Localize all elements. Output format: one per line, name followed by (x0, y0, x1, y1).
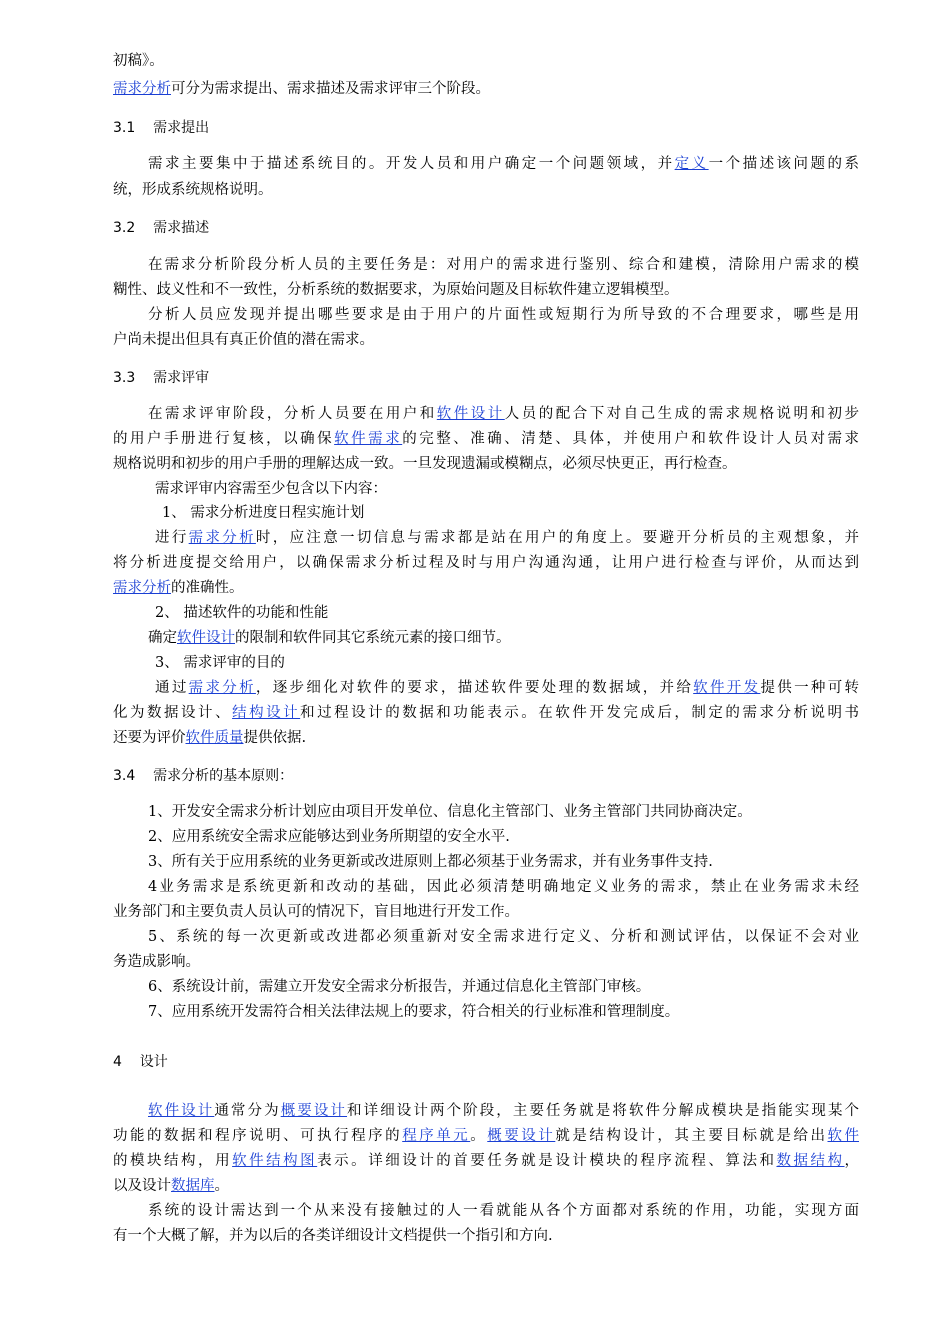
list-item: 6、系统设计前，需建立开发安全需求分析报告，并通过信息化主管部门审核。 (148, 979, 651, 995)
text-line: 以及设计数据库。 (113, 1178, 229, 1194)
list-item: 2、 描述软件的功能和性能 (155, 605, 329, 621)
section-heading-4: 4 设计 (113, 1054, 168, 1070)
text-line: 确定软件设计的限制和软件同其它系统元素的接口细节。 (148, 630, 511, 646)
list-item: 1、 需求分析进度日程实施计划 (162, 505, 365, 521)
list-item: 1、开发安全需求分析计划应由项目开发单位、信息化主管部门、业务主管部门共同协商决定。 (148, 804, 752, 820)
link-software-design[interactable]: 软件设计 (148, 1103, 215, 1119)
section-heading-3-4: 3.4 需求分析的基本原则： (113, 768, 294, 784)
text-line: 在需求评审阶段，分析人员要在用户和软件设计人员的配合下对自己生成的需求规格说明和初步 (148, 406, 859, 422)
text-line: 需求分析可分为需求提出、需求描述及需求评审三个阶段。 (113, 81, 490, 97)
link-requirements-analysis[interactable]: 需求分析 (113, 580, 171, 596)
link-software-structure-chart[interactable]: 软件结构图 (232, 1153, 318, 1169)
list-item: 4业务需求是系统更新和改动的基础，因此必须清楚明确地定义业务的需求，禁止在业务需求未经 (148, 879, 859, 895)
link-software[interactable]: 软件 (827, 1128, 859, 1144)
link-software-design[interactable]: 软件设计 (436, 406, 505, 422)
link-database[interactable]: 数据库 (171, 1178, 215, 1194)
text-line: 需求评审内容需至少包含以下内容： (155, 481, 387, 497)
text-line: 规格说明和初步的用户手册的理解达成一致。一旦发现遗漏或模糊点，必须尽快更正，再行检查。 (113, 456, 737, 472)
link-requirements-analysis[interactable]: 需求分析 (113, 81, 171, 97)
section-heading-3-2: 3.2 需求描述 (113, 220, 210, 236)
text-line: 化为数据设计、结构设计和过程设计的数据和功能表示。在软件开发完成后，制定的需求分析说明书 (113, 705, 859, 721)
link-requirements-analysis[interactable]: 需求分析 (188, 680, 256, 696)
text-line: 糊性、歧义性和不一致性，分析系统的数据要求，为原始问题及目标软件建立逻辑模型。 (113, 282, 679, 298)
text-line: 还要为评价软件质量提供依据. (113, 730, 307, 746)
link-data-structure[interactable]: 数据结构 (776, 1153, 845, 1169)
text-line: 系统的设计需达到一个从来没有接触过的人一看就能从各个方面都对系统的作用，功能，实现方面 (148, 1203, 859, 1219)
link-outline-design[interactable]: 概要设计 (280, 1103, 348, 1119)
text-line: 需求主要集中于描述系统目的。开发人员和用户确定一个问题领域，并定义一个描述该问题的系 (148, 156, 859, 172)
link-requirements-analysis[interactable]: 需求分析 (188, 530, 256, 546)
link-software-development[interactable]: 软件开发 (693, 680, 761, 696)
link-software-quality[interactable]: 软件质量 (185, 730, 244, 746)
section-heading-3-3: 3.3 需求评审 (113, 370, 210, 386)
list-item: 5、系统的每一次更新或改进都必须重新对安全需求进行定义、分析和测试评估，以保证不会对业 (148, 929, 859, 945)
text-line: 将分析进度提交给用户，以确保需求分析过程及时与用户沟通沟通，让用户进行检查与评价，从而达到 (113, 555, 859, 571)
text-line: 在需求分析阶段分析人员的主要任务是：对用户的需求进行鉴别、综合和建模，清除用户需求的模 (148, 257, 859, 273)
list-item: 3、所有关于应用系统的业务更新或改进原则上都必须基于业务需求，并有业务事件支持. (148, 854, 713, 870)
link-definition[interactable]: 定义 (674, 156, 709, 172)
link-program-unit[interactable]: 程序单元 (402, 1128, 471, 1144)
text-line: 通过需求分析，逐步细化对软件的要求，描述软件要处理的数据域，并给软件开发提供一种可转 (155, 680, 859, 696)
text-line: 需求分析的准确性。 (113, 580, 244, 596)
text-line: 软件设计通常分为概要设计和详细设计两个阶段，主要任务就是将软件分解成模块是指能实现某个 (148, 1103, 859, 1119)
text-line: 功能的数据和程序说明、可执行程序的程序单元。概要设计就是结构设计，其主要目标就是给出软件 (113, 1128, 859, 1144)
text-line: 务造成影响。 (113, 954, 200, 970)
text-line: 的用户手册进行复核，以确保软件需求的完整、准确、清楚、具体，并使用户和软件设计人员对需求 (113, 431, 859, 447)
link-outline-design[interactable]: 概要设计 (487, 1128, 556, 1144)
text-line: 分析人员应发现并提出哪些要求是由于用户的片面性或短期行为所导致的不合理要求，哪些是用 (148, 307, 859, 323)
link-software-design[interactable]: 软件设计 (177, 630, 235, 646)
list-item: 7、应用系统开发需符合相关法律法规上的要求，符合相关的行业标准和管理制度。 (148, 1004, 680, 1020)
list-item: 2、应用系统安全需求应能够达到业务所期望的安全水平. (148, 829, 510, 845)
text-line: 进行需求分析时，应注意一切信息与需求都是站在用户的角度上。要避开分析员的主观想象，并 (155, 530, 859, 546)
text-line: 统，形成系统规格说明。 (113, 182, 273, 198)
link-software-requirements[interactable]: 软件需求 (334, 431, 403, 447)
section-heading-3-1: 3.1 需求提出 (113, 120, 210, 136)
text-line: 有一个大概了解，并为以后的各类详细设计文档提供一个指引和方向. (113, 1228, 553, 1244)
text-line: 业务部门和主要负责人员认可的情况下，盲目地进行开发工作。 (113, 904, 519, 920)
text-line: 户尚未提出但具有真正价值的潜在需求。 (113, 332, 374, 348)
link-structure-design[interactable]: 结构设计 (232, 705, 301, 721)
text-line: 初稿》。 (113, 53, 164, 69)
text-line: 的模块结构，用软件结构图表示。详细设计的首要任务就是设计模块的程序流程、算法和数据结构， (113, 1153, 859, 1169)
list-item: 3、 需求评审的目的 (155, 655, 285, 671)
